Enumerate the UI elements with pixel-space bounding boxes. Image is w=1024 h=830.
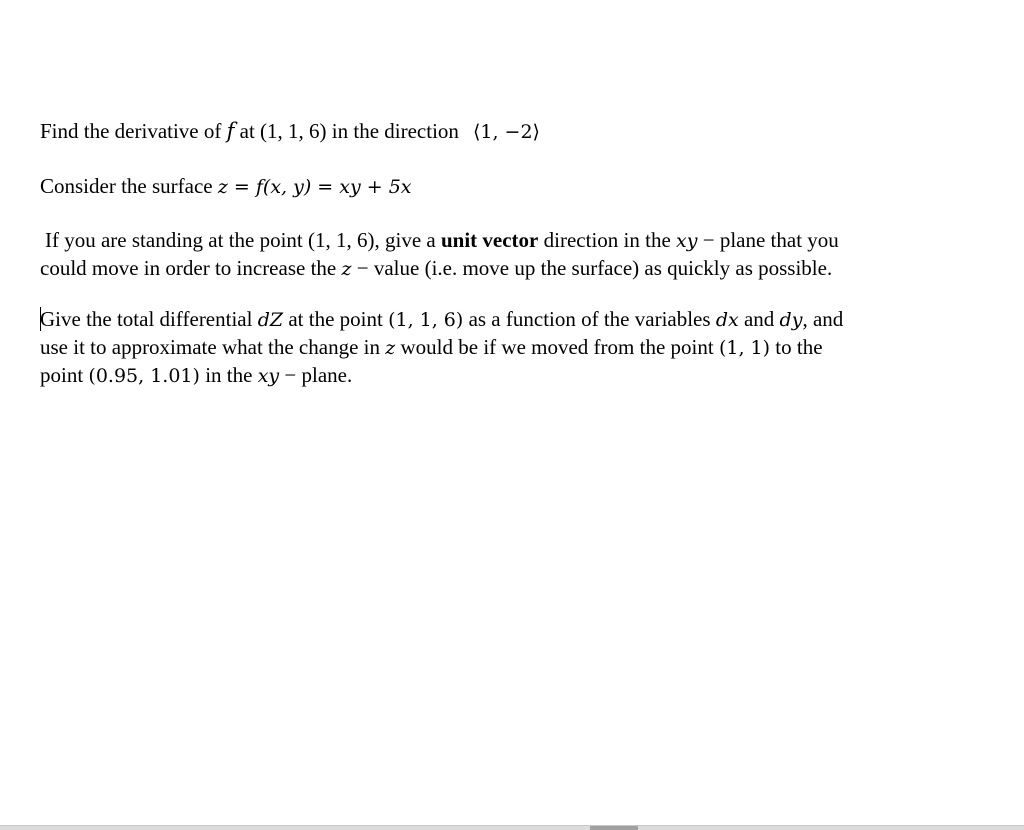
math-z: z xyxy=(385,337,396,359)
text: − plane that you xyxy=(697,228,839,252)
math-dx: dx xyxy=(715,309,739,331)
math-z: z xyxy=(341,258,352,280)
math-point: (1, 1, 6) xyxy=(388,309,464,331)
function-symbol: f xyxy=(226,119,235,143)
text: If you are standing at the point (1, 1, 6), give a xyxy=(45,228,441,252)
math-point: (1, 1) xyxy=(718,337,771,359)
line xyxy=(40,306,920,334)
text: − value (i.e. move up the surface) as quickly as possible. xyxy=(351,256,833,280)
text: and xyxy=(738,307,780,331)
problem-surface-definition xyxy=(40,173,920,201)
math-point: (0.95, 1.01) xyxy=(88,365,200,387)
text: to the xyxy=(770,335,823,359)
text: Give the total differential xyxy=(40,307,258,331)
math-dy: dy xyxy=(779,309,803,331)
line xyxy=(40,334,920,362)
text: use it to approximate what the change in xyxy=(40,335,386,359)
text: Find the derivative of xyxy=(40,119,227,143)
text: Consider the surface xyxy=(40,174,218,198)
problem-unit-vector xyxy=(40,227,920,283)
text: , and xyxy=(802,307,844,331)
text: would be if we moved from the point xyxy=(395,335,719,359)
scrollbar-thumb[interactable] xyxy=(590,826,638,830)
text: at the point xyxy=(283,307,389,331)
text: could move in order to increase the xyxy=(40,256,342,280)
line xyxy=(40,362,920,390)
text: − plane. xyxy=(279,363,353,387)
problem-total-differential[interactable] xyxy=(40,306,920,390)
surface-equation: z = f(x, y) = xy + 5x xyxy=(217,176,412,198)
direction-vector: ⟨1, −2⟩ xyxy=(472,121,540,143)
line xyxy=(40,255,920,283)
math-xy: xy xyxy=(676,230,698,252)
text: in the xyxy=(199,363,258,387)
line xyxy=(40,227,920,255)
problem-directional-derivative xyxy=(40,118,920,146)
text: at (1, 1, 6) in the direction xyxy=(234,119,459,143)
math-dZ: dZ xyxy=(257,309,284,331)
horizontal-scrollbar[interactable] xyxy=(0,825,1024,830)
text: as a function of the variables xyxy=(463,307,716,331)
bold-term: unit vector xyxy=(440,228,539,252)
math-xy: xy xyxy=(257,365,280,387)
text: point xyxy=(40,363,89,387)
text: direction in the xyxy=(538,228,677,252)
